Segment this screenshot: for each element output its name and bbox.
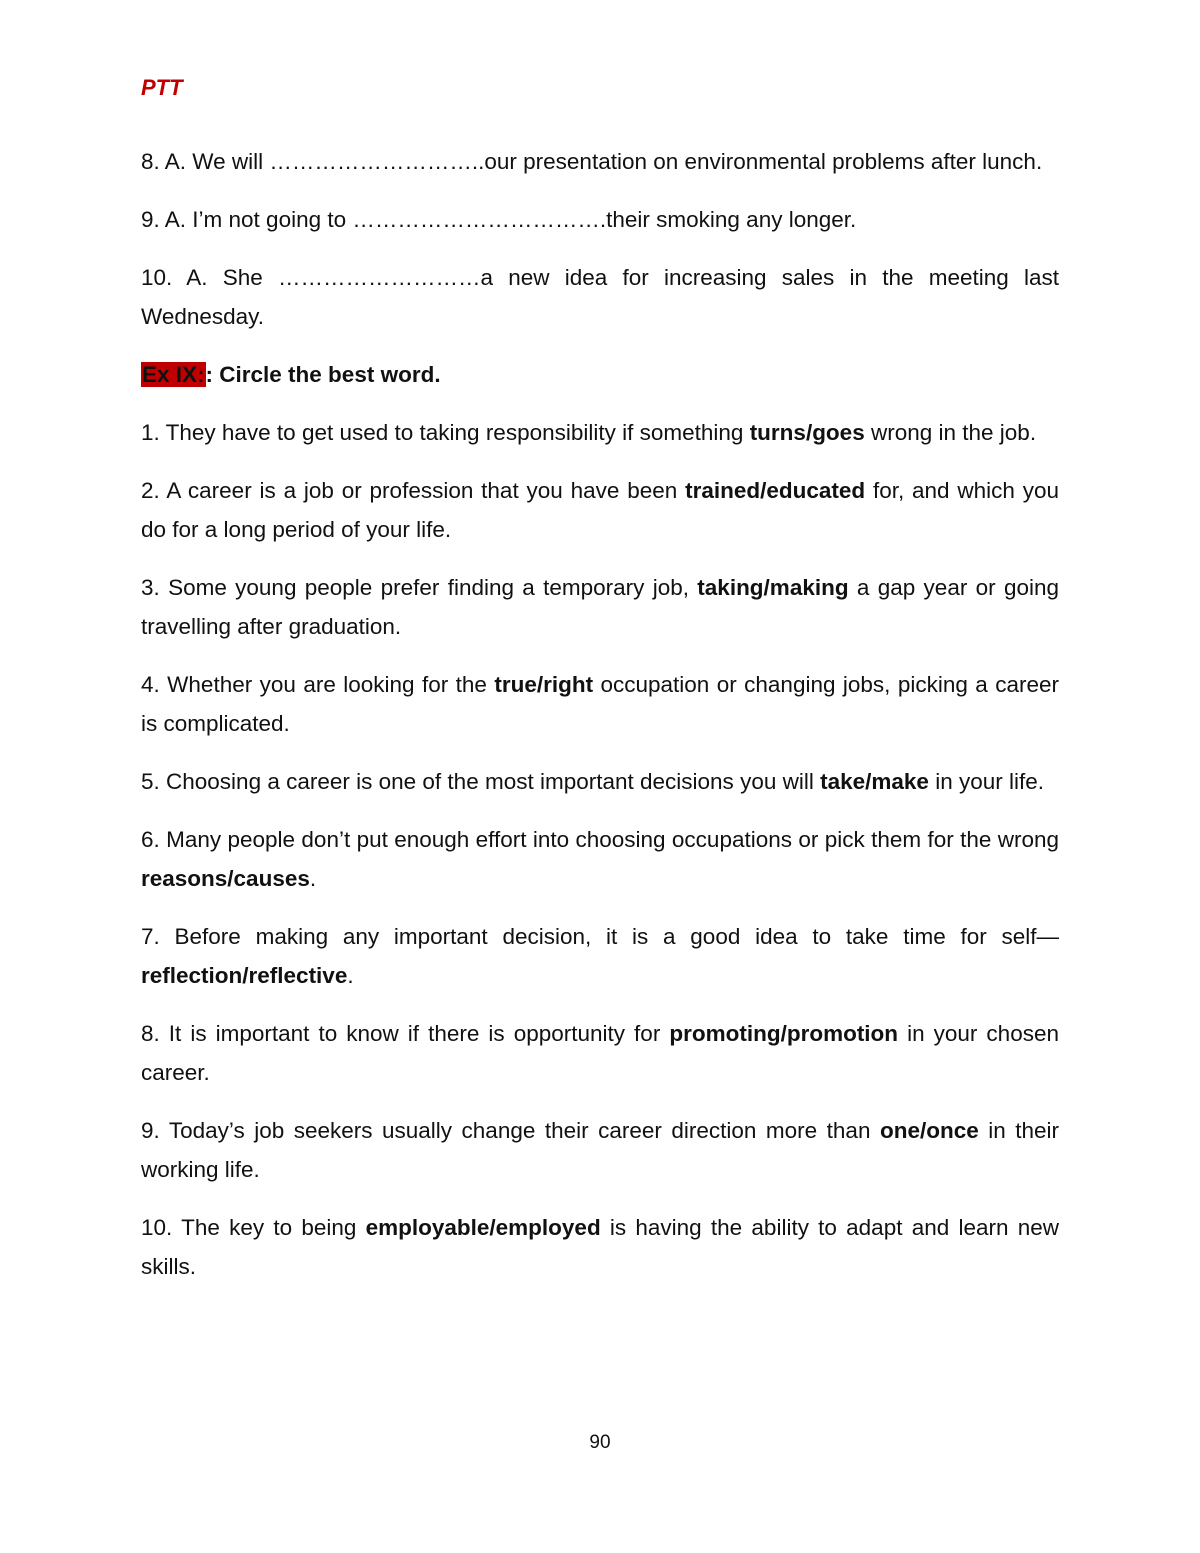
- item-text: 1. They have to get used to taking responsibility if something: [141, 420, 750, 445]
- item-text: .: [347, 963, 354, 988]
- item-text: 4. Whether you are looking for the: [141, 672, 495, 697]
- page-header-title: PTT: [141, 75, 183, 100]
- exercise-item-2: [141, 471, 1059, 549]
- fill-blank-item-8: 8. A. We will ………………………..our presentation on environmental problems after lunch.: [141, 149, 1043, 174]
- word-choice: taking/making: [697, 575, 849, 600]
- exercise-item-5: [141, 762, 1059, 801]
- item-text: occupation or changing jobs, picking a career is complicated.: [141, 672, 1059, 736]
- exercise-item-7: [141, 917, 1059, 995]
- word-choice: true/right: [494, 672, 594, 697]
- word-choice: reasons/causes: [141, 866, 310, 891]
- item-text: a gap year or going travelling after graduation.: [141, 575, 1059, 639]
- item-text: is having the ability to adapt and learn new skills.: [141, 1215, 1059, 1279]
- exercise-item-8: [141, 1014, 1059, 1092]
- item-text: 7. Before making any important decision, it is a good idea to take time for self—: [141, 924, 1059, 949]
- item-text: 6. Many people don’t put enough effort into choosing occupations or pick them for the wrong: [141, 827, 1059, 852]
- item-text: 2. A career is a job or profession that you have been: [141, 478, 686, 503]
- fill-blank-item-9: 9. A. I’m not going to …………………………….their smoking any longer.: [141, 207, 857, 232]
- item-text: wrong in the job.: [864, 420, 1037, 445]
- item-text: 9. Today’s job seekers usually change their career direction more than: [141, 1118, 880, 1143]
- word-choice: one/once: [879, 1118, 979, 1143]
- item-text: in your chosen career.: [141, 1021, 1059, 1085]
- exercise-item-9: [141, 1111, 1059, 1189]
- item-text: .: [309, 866, 317, 891]
- exercise-item-3: [141, 568, 1059, 646]
- exercise-label: Ex IX:: [142, 362, 205, 387]
- exercise-item-6: [141, 820, 1059, 898]
- document-page: [141, 72, 1059, 1305]
- word-choice: employable/employed: [365, 1215, 601, 1240]
- exercise-item-4: [141, 665, 1059, 743]
- page-number: 90: [589, 1432, 611, 1453]
- exercise-heading: [141, 355, 1059, 394]
- exercise-item-10: [141, 1208, 1059, 1286]
- word-choice: promoting/promotion: [669, 1021, 899, 1046]
- exercise-item-1: [141, 413, 1059, 452]
- item-text: for, and which you do for a long period of your life.: [141, 478, 1059, 542]
- exercise-title: : Circle the best word.: [205, 362, 441, 387]
- item-text: 3. Some young people prefer finding a temporary job,: [141, 575, 698, 600]
- word-choice: turns/goes: [749, 420, 865, 445]
- word-choice: trained/educated: [685, 478, 866, 503]
- item-text: in your life.: [928, 769, 1044, 794]
- word-choice: take/make: [820, 769, 929, 794]
- item-text: 8. It is important to know if there is opportunity for: [141, 1021, 670, 1046]
- fill-blank-item-10: 10. A. She ………………………a new idea for increasing sales in the meeting last Wednesday.: [141, 265, 1059, 329]
- word-choice: reflection/reflective: [141, 963, 348, 988]
- item-text: 10. The key to being: [141, 1215, 366, 1240]
- item-text: 5. Choosing a career is one of the most important decisions you will: [141, 769, 821, 794]
- item-text: in their working life.: [141, 1118, 1059, 1182]
